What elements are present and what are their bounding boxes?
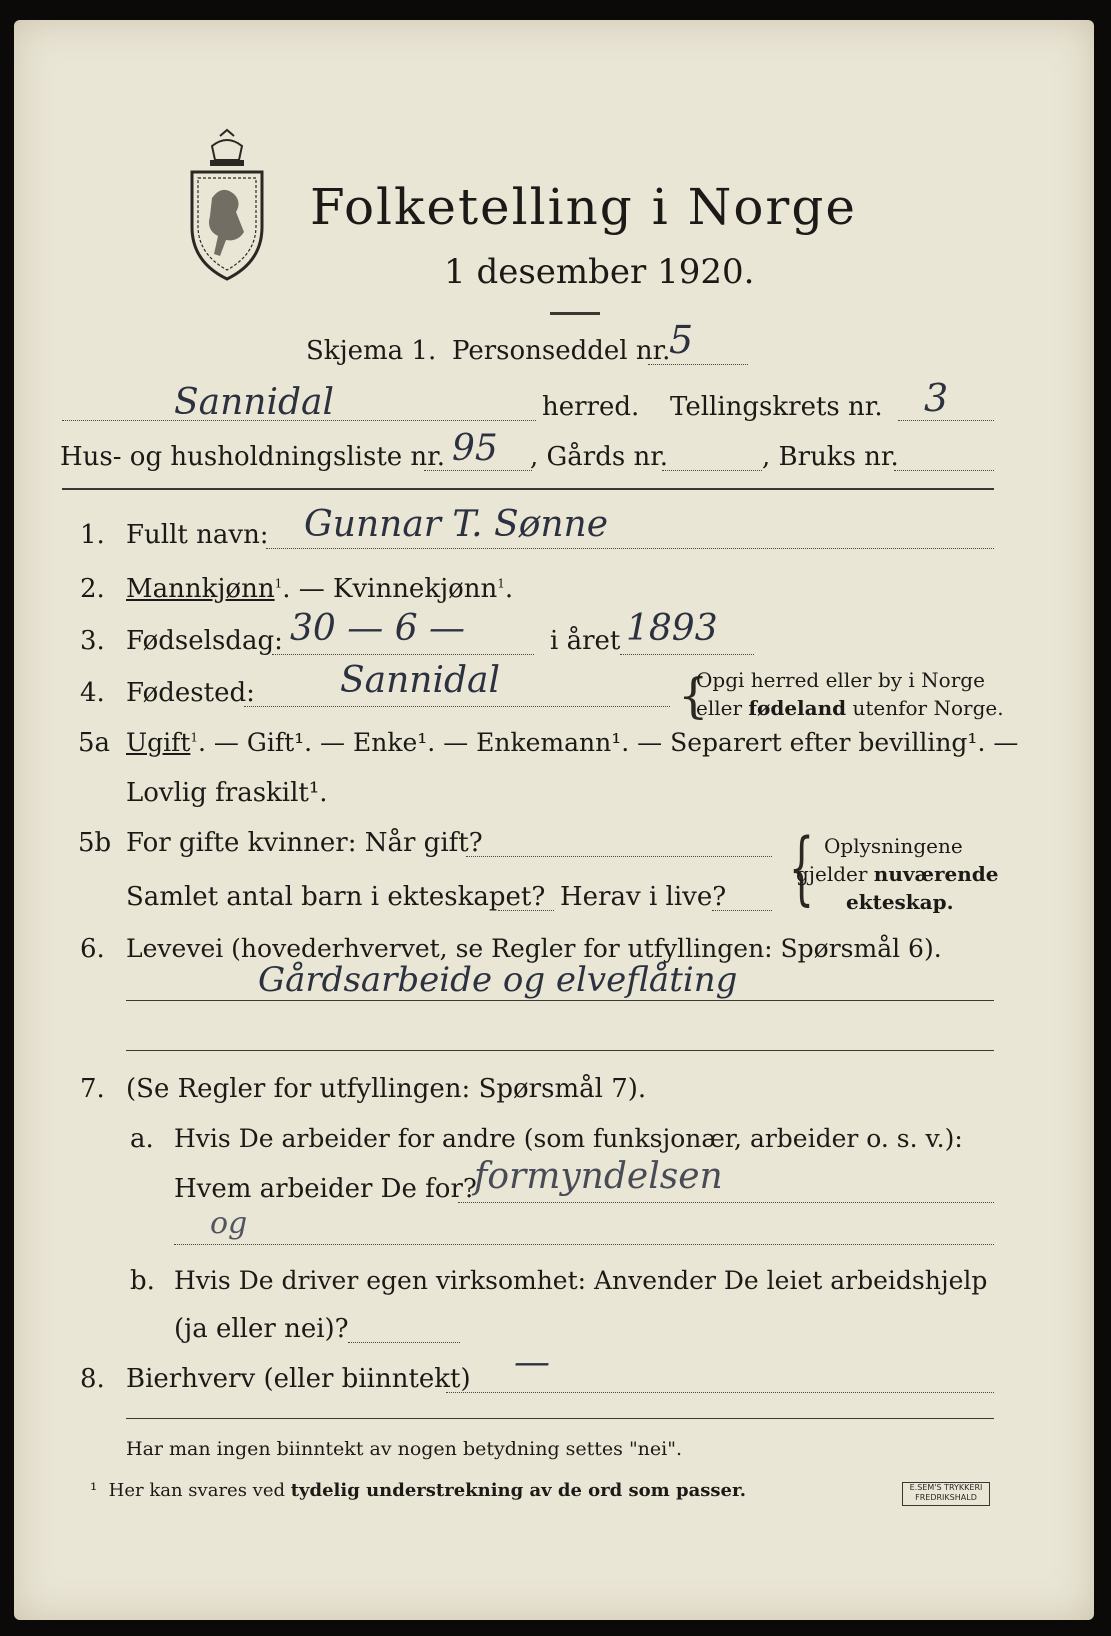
q5b-note-2	[796, 862, 999, 886]
title-divider	[550, 312, 600, 315]
hus-value: 95	[452, 428, 498, 469]
footnote-number: ¹	[90, 1480, 98, 1501]
footnote-text-a: Her kan svares ved	[108, 1480, 291, 1501]
q4-note-2c: utenfor Norge.	[846, 696, 1004, 720]
q5b-label-2: Samlet antal barn i ekteskapet?	[126, 882, 546, 912]
q2-number: 2.	[80, 574, 105, 604]
q5b-line-1	[466, 856, 772, 857]
form-title: Folketelling i Norge	[310, 178, 857, 236]
tellingskrets-line	[898, 420, 994, 421]
census-form-page	[14, 20, 1094, 1620]
q8-label: Bierhverv (eller biinntekt)	[126, 1364, 471, 1394]
q8-number: 8.	[80, 1364, 105, 1394]
q7a-line-1	[458, 1202, 994, 1203]
q7b-line	[348, 1342, 460, 1343]
personseddel-line	[648, 364, 748, 365]
q4-value: Sannidal	[340, 660, 501, 701]
q7a-letter: a.	[130, 1124, 154, 1154]
q7a-value: formyndelsen	[474, 1156, 723, 1197]
q2-dash: . —	[282, 574, 334, 604]
q6-label: Levevei (hovederhvervet, se Regler for utfyllingen: Spørsmål 6).	[126, 934, 942, 963]
q3-value: 30 — 6 —	[290, 608, 466, 649]
form-date: 1 desember 1920.	[444, 252, 755, 292]
q2-female: Kvinnekjønn	[333, 574, 498, 604]
q1-line	[266, 548, 994, 549]
q3-number: 3.	[80, 626, 105, 656]
q5a-ugift: Ugift	[126, 728, 191, 757]
printer-stamp-line-2: FREDRIKSHALD	[915, 1493, 977, 1502]
q5b-note-2b: nuværende	[873, 862, 999, 886]
q7a-line-2	[174, 1244, 994, 1245]
q1-value: Gunnar T. Sønne	[304, 504, 609, 545]
q5b-number: 5b	[78, 828, 112, 858]
q5a-number: 5a	[78, 728, 111, 758]
q6-value: Gårdsarbeide og elveflåting	[258, 960, 738, 1000]
q5a-rest: . — Gift¹. — Enke¹. — Enkemann¹. — Separert efter bevilling¹. —	[198, 728, 1019, 757]
q4-number: 4.	[80, 678, 105, 708]
q1-label: Fullt navn:	[126, 520, 269, 550]
q7b-label: Hvis De driver egen virksomhet: Anvender De leiet arbeidshjelp	[174, 1266, 988, 1295]
hus-line	[424, 470, 532, 471]
q2-end: .	[504, 574, 514, 604]
q2-options: Mannkjønn$^1$. — Kvinnekjønn$^1$.	[126, 574, 514, 604]
q5b-line-3	[712, 910, 772, 911]
q7b-question: (ja eller nei)?	[174, 1314, 349, 1344]
norwegian-coat-of-arms-icon	[182, 128, 272, 283]
herred-line	[62, 420, 536, 421]
q7-label: (Se Regler for utfyllingen: Spørsmål 7).	[126, 1074, 647, 1104]
q5b-brace: {	[788, 821, 815, 914]
q5a-line2: Lovlig fraskilt¹.	[126, 778, 328, 808]
q7-number: 7.	[80, 1074, 105, 1104]
q7a-value-2: og	[210, 1206, 248, 1241]
q3-year-value: 1893	[626, 608, 718, 649]
q3-year-label: i året	[550, 626, 621, 656]
tellingskrets-label: Tellingskrets nr.	[670, 392, 883, 422]
q5b-note-3b: ekteskap.	[846, 890, 954, 914]
printer-stamp-line-1: E.SEM'S TRYKKERI	[909, 1483, 983, 1492]
q3-year-line	[620, 654, 754, 655]
q4-note-2a: eller	[696, 696, 749, 720]
header-divider	[62, 488, 994, 490]
q1-number: 1.	[80, 520, 105, 550]
q4-label: Fødested:	[126, 678, 255, 708]
personseddel-label: Personseddel nr.	[452, 336, 671, 366]
q5b-note-3	[846, 890, 954, 914]
q3-line	[272, 654, 534, 655]
q5b-label-1: For gifte kvinner: Når gift?	[126, 828, 483, 858]
herred-label: herred.	[542, 392, 640, 422]
hus-label: Hus- og husholdningsliste nr.	[60, 442, 446, 472]
q5a-options: Ugift$^1$. — Gift¹. — Enke¹. — Enkemann¹. — Separert efter bevilling¹. —	[126, 728, 1019, 757]
q5b-line-2	[498, 910, 554, 911]
q4-note-2b: fødeland	[748, 696, 847, 720]
q5b-note-2a: gjelder	[796, 862, 874, 886]
q7a-label: Hvis De arbeider for andre (som funksjonær, arbeider o. s. v.):	[174, 1124, 963, 1153]
q6-number: 6.	[80, 934, 105, 964]
gards-line	[662, 470, 762, 471]
q5b-note-1: Oplysningene	[824, 834, 963, 858]
gards-label: , Gårds nr.	[530, 442, 669, 472]
q8-value: —	[514, 1342, 550, 1383]
q7b-letter: b.	[130, 1266, 155, 1296]
printer-stamp	[902, 1482, 990, 1506]
q3-label: Fødselsdag:	[126, 626, 283, 656]
q4-note-2	[696, 696, 1004, 720]
footnote	[90, 1480, 746, 1501]
q8-line	[446, 1392, 994, 1393]
q7a-question: Hvem arbeider De for?	[174, 1174, 477, 1204]
q6-line-2	[126, 1050, 994, 1051]
bruks-line	[894, 470, 994, 471]
q4-brace: {	[678, 668, 709, 724]
footnote-text-b: tydelig understrekning av de ord som passer.	[290, 1480, 747, 1501]
footer-note: Har man ingen biinntekt av nogen betydning settes "nei".	[126, 1438, 683, 1460]
q2-male: Mannkjønn	[126, 574, 275, 604]
q6-line-1	[126, 1000, 994, 1001]
tellingskrets-value: 3	[924, 376, 949, 420]
herred-value: Sannidal	[174, 382, 335, 423]
q5b-label-3: Herav i live?	[560, 882, 727, 912]
footer-divider	[126, 1418, 994, 1419]
personseddel-value: 5	[669, 318, 694, 362]
skjema-label: Skjema 1.	[306, 336, 437, 366]
bruks-label: , Bruks nr.	[762, 442, 899, 472]
q4-line	[244, 706, 670, 707]
q4-note-1: Opgi herred eller by i Norge	[696, 668, 985, 692]
